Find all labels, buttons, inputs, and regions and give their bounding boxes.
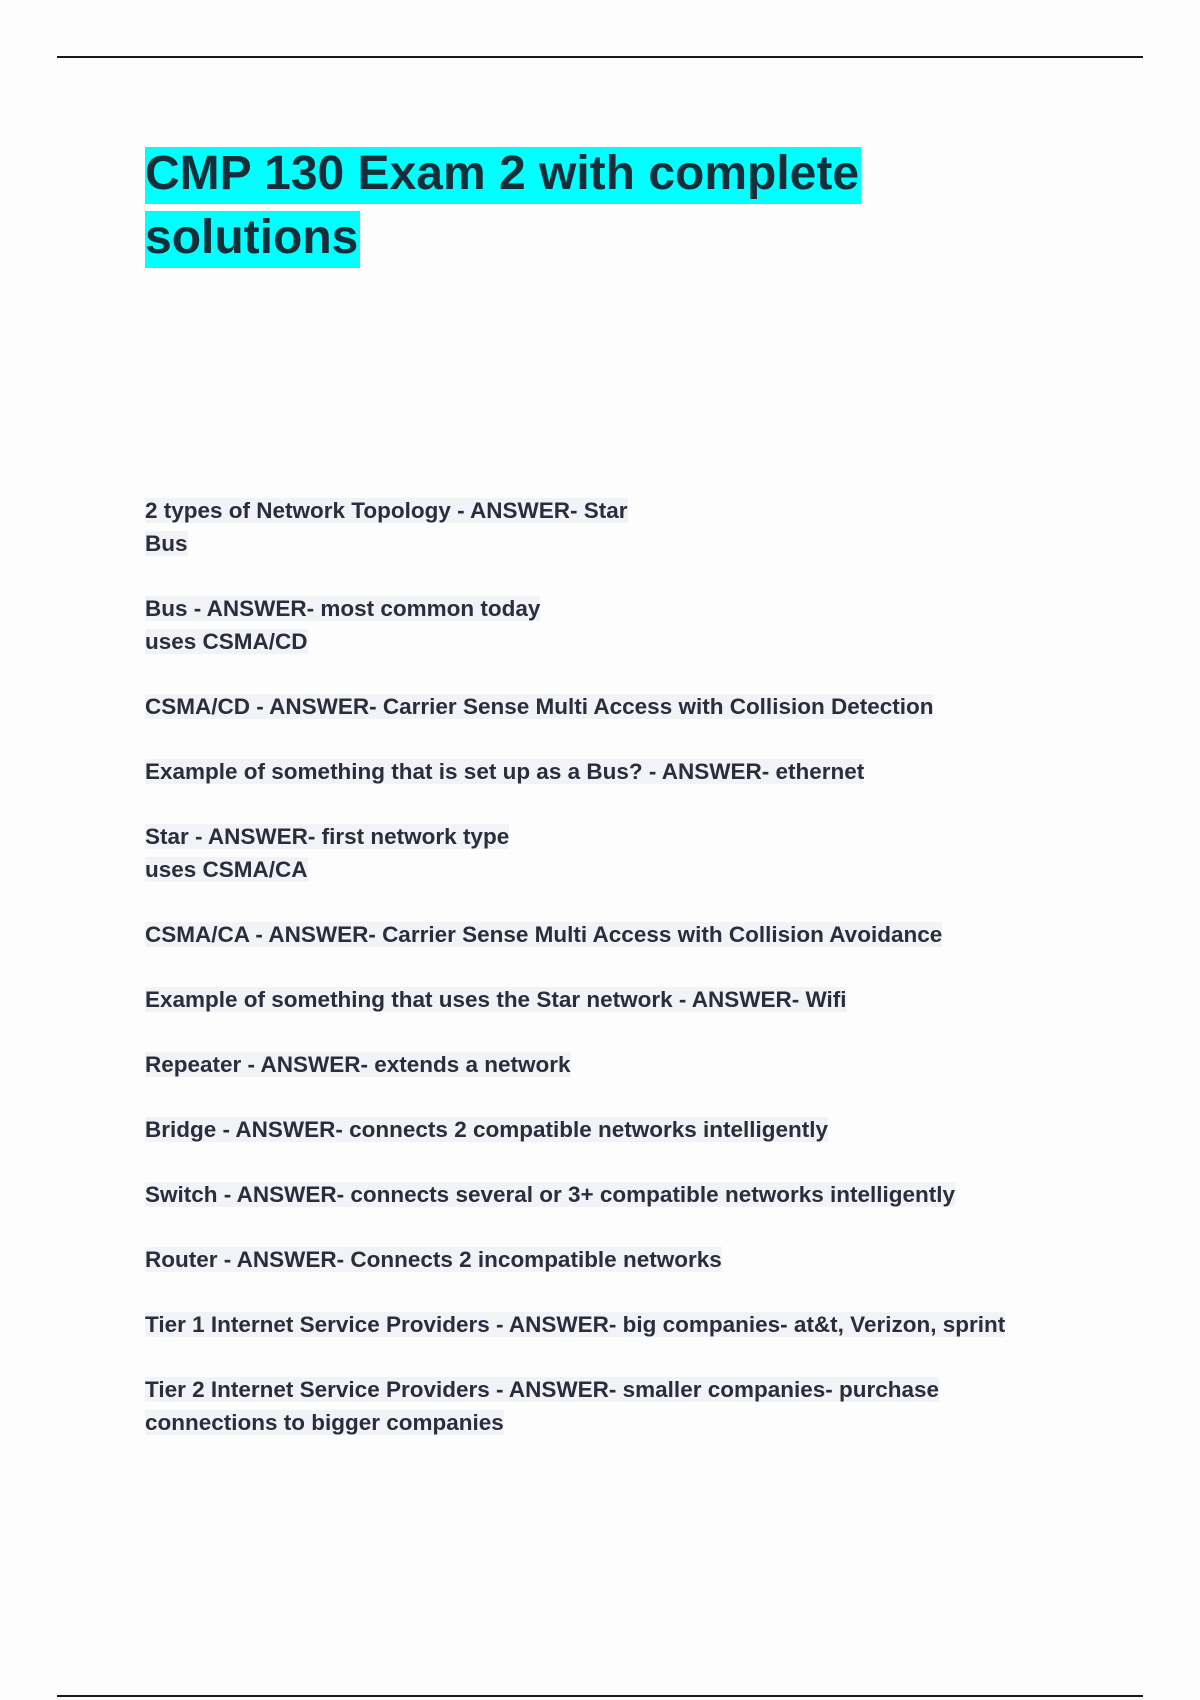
title-line-1: CMP 130 Exam 2 with complete bbox=[145, 147, 861, 204]
qa-item bbox=[145, 1308, 1145, 1341]
qa-text: Star - ANSWER- first network type uses CSMA/CA bbox=[145, 824, 510, 882]
qa-text: Example of something that uses the Star network - ANSWER- Wifi bbox=[145, 987, 847, 1012]
qa-item bbox=[145, 918, 1145, 951]
qa-item bbox=[145, 1048, 1145, 1081]
qa-item bbox=[145, 1113, 1145, 1146]
qa-text: CSMA/CA - ANSWER- Carrier Sense Multi Access with Collision Avoidance bbox=[145, 922, 943, 947]
qa-text: Bus - ANSWER- most common today uses CSMA/CD bbox=[145, 596, 541, 654]
qa-item bbox=[145, 755, 1145, 788]
qa-text: Router - ANSWER- Connects 2 incompatible networks bbox=[145, 1247, 722, 1272]
qa-item bbox=[145, 983, 1145, 1016]
qa-text: Repeater - ANSWER- extends a network bbox=[145, 1052, 571, 1077]
qa-text: Tier 2 Internet Service Providers - ANSWER- smaller companies- purchase connections to bigger companies bbox=[145, 1377, 940, 1435]
qa-text: Switch - ANSWER- connects several or 3+ compatible networks intelligently bbox=[145, 1182, 955, 1207]
qa-item bbox=[145, 820, 1145, 886]
qa-text: CSMA/CD - ANSWER- Carrier Sense Multi Access with Collision Detection bbox=[145, 694, 934, 719]
qa-item bbox=[145, 494, 1145, 560]
document-title bbox=[145, 142, 905, 270]
qa-list bbox=[145, 494, 1145, 1471]
qa-item bbox=[145, 1373, 1145, 1439]
qa-item bbox=[145, 1178, 1145, 1211]
qa-item bbox=[145, 1243, 1145, 1276]
qa-item bbox=[145, 690, 1145, 723]
qa-text: Bridge - ANSWER- connects 2 compatible networks intelligently bbox=[145, 1117, 829, 1142]
footer-rule bbox=[57, 1695, 1143, 1697]
qa-item bbox=[145, 592, 1145, 658]
qa-text: 2 types of Network Topology - ANSWER- Star Bus bbox=[145, 498, 628, 556]
qa-text: Tier 1 Internet Service Providers - ANSWER- big companies- at&t, Verizon, sprint bbox=[145, 1312, 1006, 1337]
qa-text: Example of something that is set up as a Bus? - ANSWER- ethernet bbox=[145, 759, 865, 784]
header-rule bbox=[57, 56, 1143, 58]
title-line-2: solutions bbox=[145, 211, 360, 268]
